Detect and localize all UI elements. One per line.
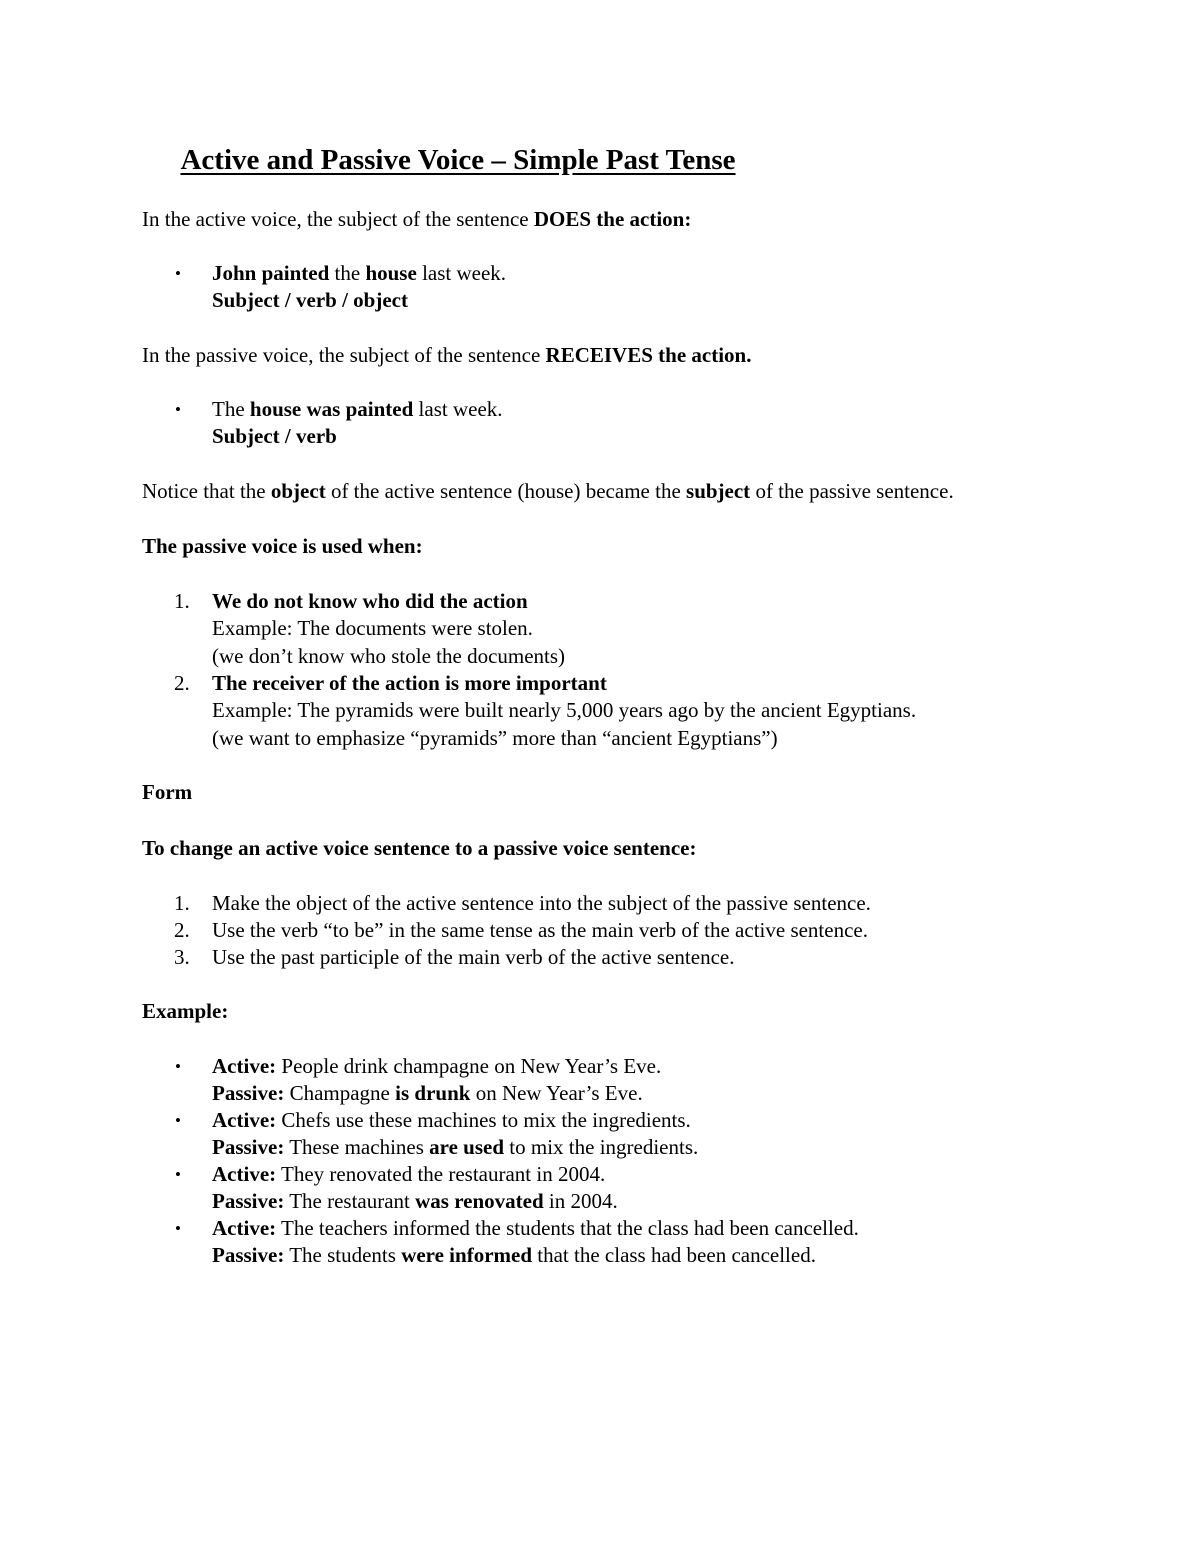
notice-paragraph: Notice that the object of the active sentence (house) became the subject of the passive sentence.: [142, 479, 954, 503]
used-when-item-example: Example: The documents were stolen.: [212, 616, 533, 641]
bullet-icon: •: [175, 1165, 181, 1184]
active-example-sentence: John painted the house last week.: [212, 261, 507, 285]
example-heading: Example:: [142, 999, 229, 1023]
passive-intro-text: In the passive voice, the subject of the sentence: [142, 343, 546, 367]
bullet-icon: •: [175, 1219, 181, 1238]
step-text: Make the object of the active sentence into the subject of the passive sentence.: [212, 891, 871, 915]
used-when-item-note: (we don’t know who stole the documents): [212, 643, 566, 668]
example-passive: Passive: The students were informed that the class had been cancelled.: [212, 1243, 816, 1268]
used-when-item-example: Example: The pyramids were built nearly 5,000 years ago by the ancient Egyptians.: [212, 698, 917, 723]
active-intro-emphasis: DOES the action:: [533, 207, 692, 231]
passive-intro-emphasis: RECEIVES the action.: [545, 343, 752, 367]
change-heading: To change an active voice sentence to a passive voice sentence:: [142, 836, 697, 860]
list-number: 2.: [174, 918, 190, 942]
list-number: 2.: [174, 671, 190, 695]
active-intro-text: In the active voice, the subject of the sentence: [142, 207, 534, 231]
active-example-structure: Subject / verb / object: [212, 288, 408, 313]
document-title: Active and Passive Voice – Simple Past Tense: [180, 144, 736, 176]
example-active: Active: The teachers informed the students that the class had been cancelled.: [212, 1216, 859, 1240]
example-active: Active: People drink champagne on New Year’s Eve.: [212, 1054, 662, 1078]
list-number: 1.: [174, 891, 190, 915]
passive-example-sentence: The house was painted last week.: [212, 397, 503, 421]
step-text: Use the past participle of the main verb of the active sentence.: [212, 945, 735, 969]
used-when-heading: The passive voice is used when:: [142, 534, 423, 558]
used-when-item-note: (we want to emphasize “pyramids” more than “ancient Egyptians”): [212, 725, 778, 750]
example-active: Active: They renovated the restaurant in 2004.: [212, 1162, 606, 1186]
form-heading: Form: [142, 780, 193, 804]
example-active: Active: Chefs use these machines to mix the ingredients.: [212, 1108, 691, 1132]
example-passive: Passive: The restaurant was renovated in 2004.: [212, 1189, 618, 1214]
bullet-icon: •: [175, 1111, 181, 1130]
bullet-icon: •: [175, 400, 181, 419]
bullet-icon: •: [175, 1057, 181, 1076]
example-passive: Passive: Champagne is drunk on New Year’s Eve.: [212, 1081, 643, 1106]
active-voice-intro: [142, 206, 691, 233]
used-when-item-heading: The receiver of the action is more important: [212, 671, 607, 695]
step-text: Use the verb “to be” in the same tense as the main verb of the active sentence.: [212, 918, 868, 942]
used-when-item-heading: We do not know who did the action: [212, 589, 528, 613]
list-number: 3.: [174, 945, 190, 969]
passive-example-structure: Subject / verb: [212, 424, 337, 449]
list-number: 1.: [174, 589, 190, 613]
passive-voice-intro: [142, 342, 751, 369]
bullet-icon: •: [175, 264, 181, 283]
example-passive: Passive: These machines are used to mix the ingredients.: [212, 1135, 699, 1160]
